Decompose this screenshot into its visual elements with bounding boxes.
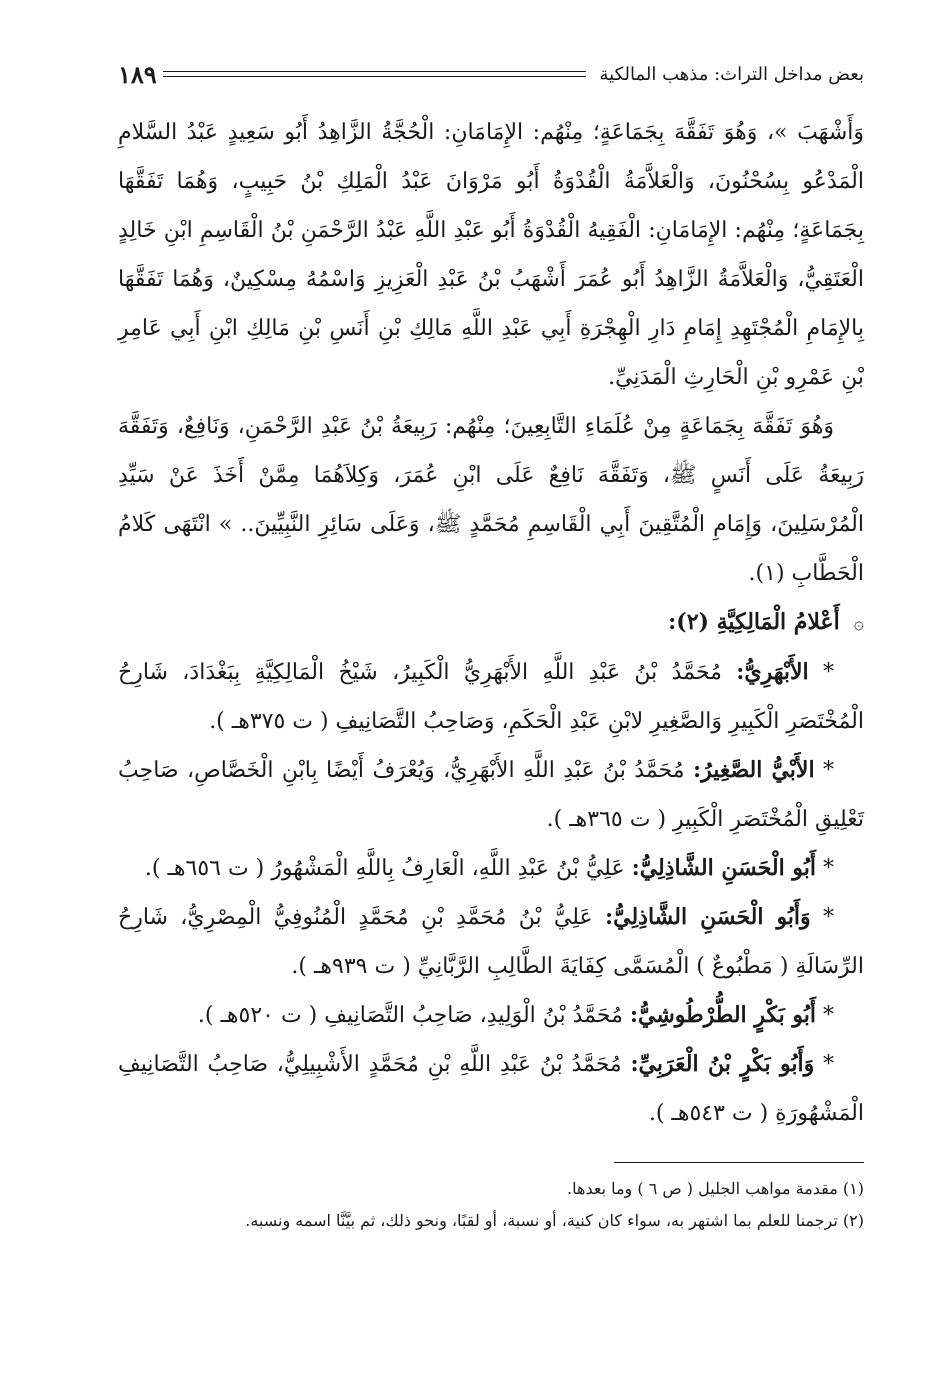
entry-name: وَأَبُو بَكْرٍ بْنُ الْعَرَبِيِّ: <box>630 1051 815 1077</box>
entry-marker: * <box>823 1003 834 1028</box>
entry-marker: * <box>823 1052 834 1077</box>
entry-item <box>118 746 864 844</box>
page-number: ١٨٩ <box>118 59 157 89</box>
entry-marker: * <box>823 758 834 783</box>
entry-item <box>118 844 864 893</box>
entry-item <box>118 893 864 991</box>
entry-item <box>118 1040 864 1138</box>
header-title: بعض مداخل التراث: مذهب المالكية <box>599 63 864 85</box>
paragraph-1: وَأَشْهَبَ »، وَهُوَ تَفَقَّهَ بِجَمَاعَةٍ؛ مِنْهُم: الإِمَامَانِ: الْحُجَّةُ الزَّاهِدُ أَبُو سَعِيدٍ عَبْدُ السَّلامِ الْمَدْعُو بِسُحْنُونَ، وَالْعَلاَّمَةُ الْقُدْوَةُ أَبُو مَرْوَانَ عَبْدُ الْمَلِكِ بْنُ حَبِيبٍ، وَهُمَا تَفَقَّهَا بِجَمَاعَةٍ؛ مِنْهُم: الإِمَامَانِ: الْفَقِيهُ الْقُدْوَةُ أَبُو عَبْدِ اللَّهِ عَبْدُ الرَّحْمَنِ بْنُ الْقَاسِمِ ابْنِ خَالِدٍ الْعَتَقِيُّ، وَالْعَلاَّمَةُ الزَّاهِدُ أَبُو عُمَرَ أَشْهَبُ بْنُ عَبْدِ الْعَزِيزِ وَاسْمُهُ مِسْكِينٌ، وَهُمَا تَفَقَّهَا بِالإِمَامِ الْمُجْتَهِدِ إِمَامِ دَارِ الْهِجْرَةِ أَبِي عَبْدِ اللَّهِ مَالِكِ بْنِ أَنَسِ بْنِ مَالِكِ ابْنِ أَبِي عَامِرِ بْنِ عَمْرِو بْنِ الْحَارِثِ الْمَدَنِيِّ. <box>118 120 864 390</box>
entry-item <box>118 991 864 1040</box>
entry-marker: * <box>823 905 834 930</box>
section-heading-suffix: (٢): <box>668 609 709 635</box>
entry-name: الأَبْهَرِيُّ: <box>736 659 809 685</box>
book-page <box>118 52 864 1372</box>
entry-name: أَبُو الْحَسَنِ الشَّاذِلِيُّ: <box>631 855 816 881</box>
running-header <box>118 52 864 96</box>
footnotes <box>118 1173 864 1237</box>
entry-marker: * <box>823 660 835 685</box>
footnote-2: (٢) ترجمنا للعلم بما اشتهر به، سواء كان كنية، أو نسبة، أو لقبًا، ونحو ذلك، ثم بيَّنَّا اسمه ونسبه. <box>245 1211 864 1230</box>
entry-name: الأَبْيُّ الصَّغِيرُ: <box>692 757 815 783</box>
section-heading <box>118 598 864 648</box>
entry-text: عَلِيُّ بْنُ مُحَمَّدِ بْنِ مُحَمَّدٍ الْمُنُوفِيُّ الْمِصْرِيُّ، شَارِحُ الرِّسَالَةِ ( مَطْبُوعٌ ) الْمُسَمَّى كِفَايَةَ الطَّالِبِ الرَّبَّانِيِّ ( ت ٩٣٩هـ ). <box>118 905 864 979</box>
entry-text: مُحَمَّدُ بْنُ عَبْدِ اللَّهِ بْنِ مُحَمَّدٍ الأَشْبِيلِيُّ، صَاحِبُ التَّصَانِيفِ الْمَشْهُورَةِ ( ت ٥٤٣هـ ). <box>118 1052 864 1126</box>
section-heading-text: أَعْلامُ الْمَالِكِيَّةِ <box>716 609 840 635</box>
entry-text: مُحَمَّدُ بْنُ عَبْدِ اللَّهِ الأَبْهَرِيُّ الْكَبِيرُ، شَيْخُ الْمَالِكِيَّةِ بِبَغْدَادَ، شَارِحُ الْمُخْتَصَرِ الْكَبِيرِ وَالصَّغِيرِ لابْنِ عَبْدِ الْحَكَمِ، وَصَاحِبُ التَّصَانِيفِ ( ت ٣٧٥هـ ). <box>118 660 864 734</box>
footnote-divider <box>614 1162 864 1163</box>
body-text <box>118 108 864 1138</box>
paragraph-2: وَهُوَ تَفَقَّهَ بِجَمَاعَةٍ مِنْ عُلَمَاءِ التَّابِعِينَ؛ مِنْهُم: رَبِيعَةُ بْنُ عَبْدِ الرَّحْمَنِ، وَنَافِعٌ، وَتَفَقَّهَ رَبِيعَةُ عَلَى أَنَسٍ ﷺ، وَتَفَقَّهَ نَافِعٌ عَلَى ابْنِ عُمَرَ، وَكِلاَهُمَا مِمَّنْ أَخَذَ عَنْ سَيِّدِ الْمُرْسَلِينَ، وَإِمَامِ الْمُتَّقِينَ أَبِي الْقَاسِمِ مُحَمَّدٍ ﷺ، وَعَلَى سَائِرِ النَّبِيِّينَ.. » انْتَهَى كَلامُ الْحَطَّابِ (١). <box>118 414 864 586</box>
entry-item <box>118 648 864 746</box>
footnote-1: (١) مقدمة مواهب الجليل ( ص ٦ ) وما بعدها. <box>567 1179 864 1198</box>
ornament-icon: ۞ <box>853 613 864 634</box>
entry-name: أَبُو بَكْرٍ الطُّرْطُوشِيُّ: <box>629 1002 816 1028</box>
entry-name: وَأَبُو الْحَسَنِ الشَّاذِلِيُّ: <box>604 904 811 930</box>
entry-text: مُحَمَّدُ بْنُ الْوَلِيدِ، صَاحِبُ التَّصَانِيفِ ( ت ٥٢٠هـ ). <box>197 1003 623 1028</box>
entry-text: عَلِيُّ بْنُ عَبْدِ اللَّهِ، الْعَارِفُ بِاللَّهِ الْمَشْهُورُ ( ت ٦٥٦هـ ). <box>144 856 625 881</box>
entry-text: مُحَمَّدُ بْنُ عَبْدِ اللَّهِ الأَبْهَرِيُّ، وَيُعْرَفُ أَيْضًا بِابْنِ الْخَصَّاصِ، صَاحِبُ تَعْلِيقِ الْمُخْتَصَرِ الْكَبِيرِ ( ت ٣٦٥هـ ). <box>118 758 864 832</box>
entry-marker: * <box>823 856 834 881</box>
header-rule <box>163 71 586 77</box>
